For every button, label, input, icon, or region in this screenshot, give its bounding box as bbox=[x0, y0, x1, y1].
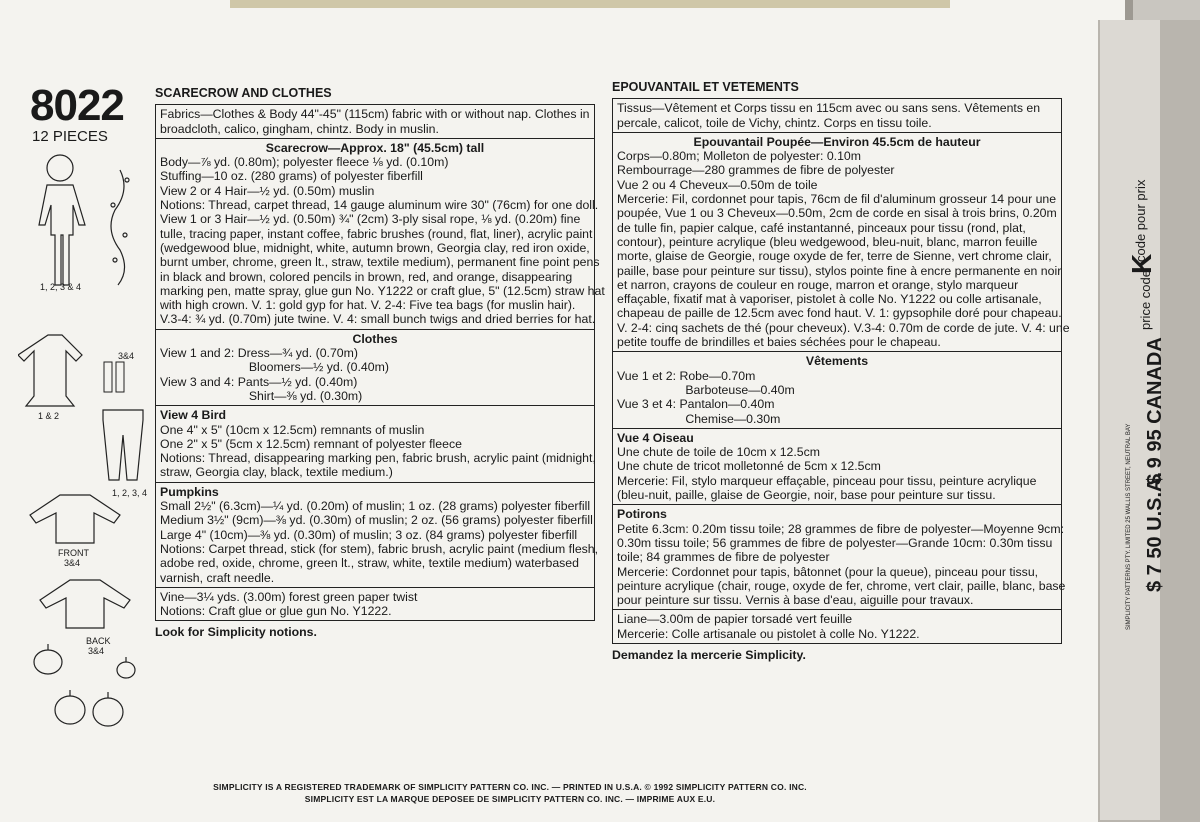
text-line: V. 2-4: cinq sachets de thé (pour cheveux). V.3-4: 0.70m de corde de jute. V. 4: une bbox=[617, 320, 1070, 335]
text-line: Vue 3 et 4: Pantalon—0.40m bbox=[617, 397, 775, 412]
french-clothes bbox=[613, 351, 1061, 427]
text-line: Liane—3.00m de papier torsadé vert feuille bbox=[617, 612, 853, 627]
text-line: V.3-4: ¾ yd. (0.70m) jute twine. V. 4: small bunch twigs and dried berries for hat. bbox=[160, 312, 596, 327]
text-line: Mercerie: Cordonnet pour tapis, bâtonnet (pour la queue), pinceau pour tissu, bbox=[617, 564, 1039, 579]
text-line: (bleu-nuit, paille, glaise de Georgie, noir, base pour peinture sur tissu. bbox=[617, 488, 996, 503]
text-line: toile; 84 grammes de fibre de polyester bbox=[617, 550, 830, 565]
scarecrow-heading: Scarecrow—Approx. 18" (45.5cm) tall bbox=[265, 140, 485, 155]
scarecrow-heading: Epouvantail Poupée—Environ 45.5cm de hauteur bbox=[693, 134, 981, 149]
text-line: marking pen, matte spray, glue gun No. Y1222 or craft glue, 5" (12.5cm) straw hat bbox=[160, 283, 605, 298]
text-line: Notions: Thread, carpet thread, 14 gauge aluminum wire 30" (76cm) for one doll. bbox=[160, 198, 599, 213]
text-line: Notions: Thread, disappearing marking pen, fabric brush, acrylic paint (midnight, bbox=[160, 451, 596, 466]
french-scarecrow bbox=[613, 132, 1070, 351]
text-line: varnish, craft needle. bbox=[160, 570, 275, 585]
english-scarecrow bbox=[156, 138, 605, 329]
shirt-small-illustration bbox=[100, 360, 130, 400]
french-fabrics bbox=[613, 99, 1061, 132]
english-box bbox=[155, 104, 605, 621]
english-title: SCARECROW AND CLOTHES bbox=[155, 86, 332, 100]
text-line: Small 2½" (6.3cm)—¼ yd. (0.20m) of muslin; 1 oz. (28 grams) polyester fiberfill bbox=[160, 499, 591, 514]
text-line: Tissus—Vêtement et Corps tissu en 115cm avec ou sans sens. Vêtements en bbox=[617, 101, 1041, 116]
french-title: EPOUVANTAIL ET VETEMENTS bbox=[612, 80, 799, 94]
english-look-for: Look for Simplicity notions. bbox=[155, 625, 317, 640]
top-strip bbox=[230, 0, 950, 8]
text-line: burnt umber, chrome, green lt., straw, textile medium), permanent fine point pens bbox=[160, 255, 600, 270]
text-line: Vue 1 et 2: Robe—0.70m bbox=[617, 368, 756, 383]
pattern-number: 8022 bbox=[30, 81, 124, 130]
text-line: with high crown. V. 1: gold gyp for hat. V. 2-4: Five tea bags (for muslin hair). bbox=[160, 298, 576, 313]
text-line: Corps—0.80m; Molleton de polyester: 0.10m bbox=[617, 149, 862, 164]
text-line: contour), peinture acrylique (bleu wedgewood, bleu-nuit, blanc, marron feuille bbox=[617, 234, 1038, 249]
text-line: 0.30m tissu toile; 56 grammes de fibre de polyester—Grande 10cm: 0.30m tissu bbox=[617, 535, 1053, 550]
doll-views-label: 1, 2, 3 & 4 bbox=[40, 282, 82, 292]
text-line: paille, base pour peinture sur tissu), stylos pointe fine à encre permanente en noir bbox=[617, 263, 1062, 278]
text-line: pour peinture sur tissu. Vernis à base d'eau, aiguille pour travaux. bbox=[617, 593, 974, 608]
text-line: View 2 or 4 Hair—½ yd. (0.50m) muslin bbox=[160, 183, 375, 198]
text-line: Mercerie: Fil, stylo marqueur effaçable, pinceau pour tissu, peinture acrylique bbox=[617, 473, 1037, 488]
english-clothes bbox=[156, 329, 594, 405]
english-vine bbox=[156, 587, 594, 621]
english-fabrics bbox=[156, 105, 594, 138]
text-line: Large 4" (10cm)—⅜ yd. (0.30m) of muslin; 3 oz. (84 grams) polyester fiberfill bbox=[160, 527, 578, 542]
text-line: Une chute de tricot molletonné de 5cm x 12.5cm bbox=[617, 459, 881, 474]
dress-views-label: 1 & 2 bbox=[38, 411, 60, 421]
text-line: Vue 2 ou 4 Cheveux—0.50m de toile bbox=[617, 177, 818, 192]
text-line: chapeau de paille de 12.5cm avec fond haut. V. 1: gypsophile doré pour chapeau. bbox=[617, 306, 1062, 321]
text-line: poupée, Vue 1 ou 3 Cheveux—0.50m, 2cm de corde en sisal à trois brins, 0.20m bbox=[617, 206, 1057, 221]
french-bird bbox=[613, 428, 1061, 504]
text-line: One 4" x 5" (10cm x 12.5cm) remnants of muslin bbox=[160, 422, 425, 437]
text-line: View 1 and 2: Dress—¾ yd. (0.70m) bbox=[160, 346, 358, 361]
text-line: Stuffing—10 oz. (280 grams) of polyester fiberfill bbox=[160, 169, 423, 184]
shirt-back-illustration bbox=[30, 575, 140, 635]
shirt-front-illustration bbox=[20, 490, 130, 550]
back-label: BACK bbox=[86, 636, 111, 646]
text-line: de tulle fin, papier calque, café instantanné, pinceaux pour tissu (rond, plat, bbox=[617, 220, 1026, 235]
text-line: petite touffe de brindilles et baies séchées pour le chapeau. bbox=[617, 335, 941, 350]
pumpkins-heading: Pumpkins bbox=[160, 484, 219, 499]
text-line: effaçable, fixatif mat à vaporiser, pistolet à colle No. Y1222 ou colle artisanale, bbox=[617, 292, 1042, 307]
back-views-label: 3&4 bbox=[88, 646, 105, 656]
text-line: morte, glaise de Georgie, rouge oxyde de fer, terre de Sienne, vert chrome clair, bbox=[617, 249, 1052, 264]
pumpkins-heading: Potirons bbox=[617, 507, 667, 522]
french-pumpkins bbox=[613, 504, 1066, 609]
pieces-count: 12 PIECES bbox=[32, 128, 108, 145]
english-bird bbox=[156, 405, 594, 481]
text-line: Mercerie: Fil, cordonnet pour tapis, 76cm de fil d'aluminum grosseur 14 pour une bbox=[617, 192, 1057, 207]
pants-views-label: 1, 2, 3, 4 bbox=[112, 488, 148, 498]
pants-illustration bbox=[98, 405, 148, 485]
text-line: Medium 3½" (9cm)—⅜ yd. (0.30m) of muslin; 2 oz. (56 grams) polyester fiberfill bbox=[160, 513, 593, 528]
clothes-heading: Vêtements bbox=[805, 354, 869, 369]
bird-heading: View 4 Bird bbox=[160, 408, 227, 423]
text-line: Une chute de toile de 10cm x 12.5cm bbox=[617, 445, 821, 460]
text-line: View 1 or 3 Hair—½ yd. (0.50m) ¾" (2cm) 3-ply sisal rope, ⅛ yd. (0.20m) fine bbox=[160, 212, 581, 227]
bird-heading: Vue 4 Oiseau bbox=[617, 430, 694, 445]
price-code-label: price code bbox=[1138, 270, 1153, 330]
code-pour-prix: code pour prix bbox=[1133, 179, 1148, 262]
text-line: Shirt—⅜ yd. (0.30m) bbox=[160, 388, 363, 403]
french-vine bbox=[613, 609, 1061, 643]
shirt-small-views-label: 3&4 bbox=[118, 351, 135, 361]
dress-illustration bbox=[18, 330, 98, 410]
text-line: Body—⅞ yd. (0.80m); polyester fleece ⅛ yd. (0.10m) bbox=[160, 155, 449, 170]
french-instructions bbox=[612, 80, 1070, 662]
text-line: broadcloth, calico, gingham, chintz. Body in muslin. bbox=[160, 121, 439, 136]
doll-illustration bbox=[25, 150, 155, 290]
english-instructions bbox=[155, 86, 605, 640]
text-line: (wedgewood blue, midnight, white, autumn brown, Georgia clay, red iron oxide, bbox=[160, 240, 590, 255]
price-usa: $ 7 50 U.S.A. bbox=[1144, 471, 1166, 592]
text-line: Notions: Craft glue or glue gun No. Y1222. bbox=[160, 604, 392, 619]
text-line: tulle, tracing paper, instant coffee, fabric brushes (round, flat, liner), acrylic paint bbox=[160, 226, 593, 241]
text-line: Fabrics—Clothes & Body 44"-45" (115cm) fabric with or without nap. Clothes in bbox=[160, 107, 590, 122]
text-line: One 2" x 5" (5cm x 12.5cm) remnant of polyester fleece bbox=[160, 436, 462, 451]
footer-line-1: SIMPLICITY IS A REGISTERED TRADEMARK OF SIMPLICITY PATTERN CO. INC. — PRINTED IN U.S.A. © 1992 SIMPLICITY PATTERN CO. INC. bbox=[213, 782, 807, 792]
text-line: Barboteuse—0.40m bbox=[617, 382, 795, 397]
text-line: Vine—3¼ yds. (3.00m) forest green paper twist bbox=[160, 589, 418, 604]
text-line: adobe red, oxide, chrome, green lt., straw, white, textile medium) waterbased bbox=[160, 556, 579, 571]
french-look-for: Demandez la mercerie Simplicity. bbox=[612, 647, 806, 662]
text-line: peinture acrylique (chair, rouge, oxyde de fer, chrome, vert clair, paille, blanc, base bbox=[617, 578, 1066, 593]
text-line: Petite 6.3cm: 0.20m tissu toile; 28 grammes de fibre de polyester—Moyenne 9cm: bbox=[617, 521, 1064, 536]
price-canada: $ 9 95 CANADA bbox=[1144, 337, 1166, 485]
text-line: in black and brown, colored pencils in brown, red, and orange, disappearing bbox=[160, 269, 573, 284]
text-line: Chemise—0.30m bbox=[617, 411, 781, 426]
text-line: percale, calicot, toile de Vichy, chintz. Corps en tissu toile. bbox=[617, 115, 932, 130]
text-line: Bloomers—½ yd. (0.40m) bbox=[160, 360, 389, 375]
front-views-label: 3&4 bbox=[64, 558, 81, 568]
text-line: Mercerie: Colle artisanale ou pistolet à colle No. Y1222. bbox=[617, 626, 920, 641]
fine-print: SIMPLICITY PATTERNS PTY. LIMITED 25 WALLIS STREET, NEUTRAL BAY bbox=[1126, 423, 1132, 630]
text-line: View 3 and 4: Pants—½ yd. (0.40m) bbox=[160, 374, 358, 389]
text-line: Notions: Carpet thread, stick (for stem), fabric brush, acrylic paint (medium flesh, bbox=[160, 541, 599, 556]
clothes-heading: Clothes bbox=[352, 331, 398, 346]
text-line: Rembourrage—280 grammes de fibre de polyester bbox=[617, 163, 895, 178]
english-pumpkins bbox=[156, 482, 599, 587]
text-line: et narron, crayons de couleur en rouge, marron et orange, stylo marqueur bbox=[617, 277, 1019, 292]
french-box bbox=[612, 98, 1070, 644]
price-code-letter: K bbox=[1126, 253, 1157, 274]
text-line: straw, Georgia clay, black, textile medium.) bbox=[160, 465, 393, 480]
front-label: FRONT bbox=[58, 548, 89, 558]
footer-line-2: SIMPLICITY EST LA MARQUE DEPOSEE DE SIMPLICITY PATTERN CO. INC. — IMPRIME AUX E.U. bbox=[304, 794, 716, 804]
pumpkins-illustration bbox=[28, 640, 148, 735]
